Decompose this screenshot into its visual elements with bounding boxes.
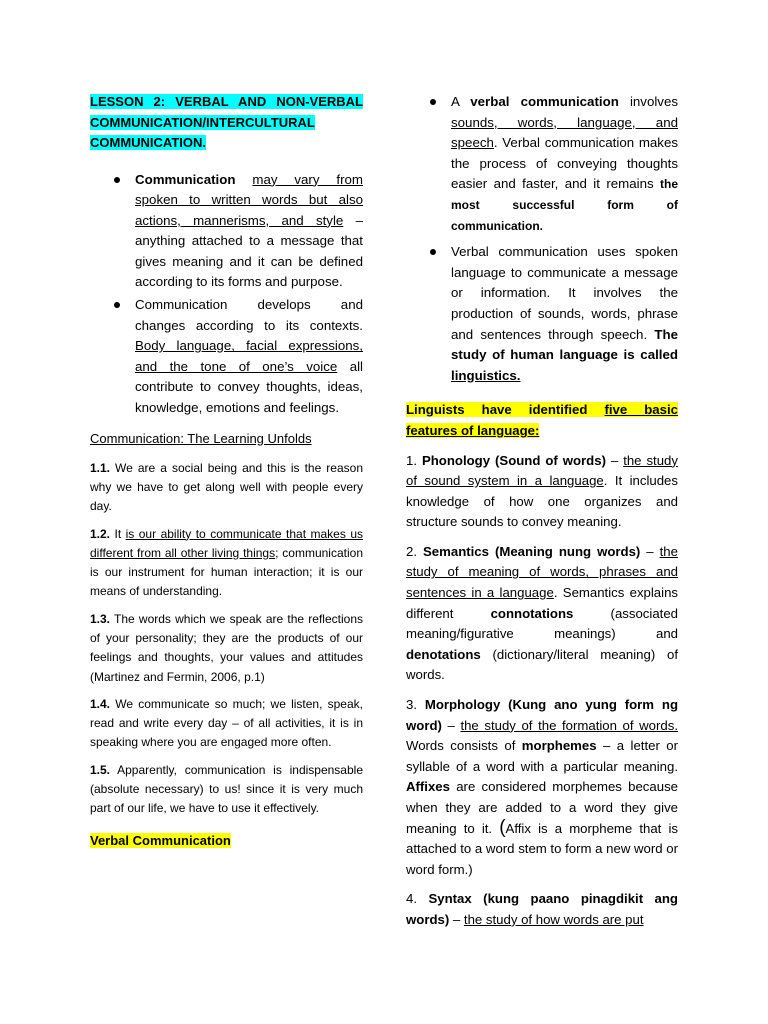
feature-bold: Affixes (406, 779, 450, 795)
paragraph-number: 1.1. (90, 460, 111, 475)
bullet-underlined: sounds, words, language, and speech (451, 114, 678, 151)
heading-underlined: five basic features of language: (406, 402, 678, 438)
feature-number: 4. (406, 891, 429, 907)
feature-bold: denotations (406, 646, 481, 662)
feature-phonology (406, 451, 678, 533)
feature-dash: – (640, 543, 660, 559)
bullet-underlined: may vary from spoken to written words but also actions, mannerisms, and style (135, 171, 363, 228)
bullet-verbal-definition (406, 92, 678, 236)
bullet-text: – anything attached to a message that gives meaning and it can be defined according to its forms and purpose. (135, 212, 363, 290)
feature-text: . Semantics explains different (406, 585, 678, 621)
bullet-communication-contexts (90, 295, 363, 419)
feature-underlined: the study of the formation of words. (460, 717, 678, 733)
feature-term: Morphology (Kung ano yung form ng word) (406, 697, 678, 733)
bullet-text: all contribute to convey thoughts, ideas, knowledge, emotions and feelings. (135, 358, 363, 416)
paragraph-1-4 (90, 695, 363, 753)
heading-text: Verbal Communication (90, 832, 231, 848)
bullet-dot-icon (430, 249, 436, 255)
feature-term: Semantics (Meaning nung words) (423, 543, 641, 559)
feature-underlined: the study of sound system in a language (406, 452, 678, 489)
bullet-bold-underlined: linguistics. (451, 367, 521, 383)
feature-text: – a letter or syllable of a word with a particular meaning. (406, 738, 678, 774)
learning-unfolds-heading (90, 429, 363, 449)
bullet-term: Communication (135, 171, 236, 187)
paragraph-number: 1.2. (90, 526, 111, 541)
paragraph-number: 1.3. (90, 611, 111, 626)
bullet-communication-definition (90, 170, 363, 294)
feature-text: . It includes knowledge of how one organizes and structure sounds to convey meaning. (406, 473, 678, 530)
feature-term: Phonology (Sound of words) (421, 452, 606, 468)
feature-underlined: the study of meaning of words, phrases and sentences in a language (406, 543, 678, 601)
bullet-text: . Verbal communication makes the process of conveying thoughts easier and faster, and it remains (451, 135, 678, 192)
bullet-verbal-spoken (406, 242, 678, 386)
feature-number: 3. (406, 697, 425, 713)
five-features-heading (406, 400, 678, 441)
lesson-title (90, 92, 363, 154)
bullet-text: involves (618, 94, 678, 109)
feature-bold: connotations (490, 605, 574, 621)
bullet-dot-icon (430, 99, 436, 105)
feature-syntax (406, 889, 678, 930)
paragraph-number: 1.5. (90, 762, 111, 777)
feature-dash: – (605, 452, 624, 468)
feature-text: Words consists of (406, 738, 522, 754)
heading-text-part: Linguists have identified (406, 402, 605, 418)
feature-paren: ( (499, 816, 506, 838)
feature-dash: – (441, 717, 461, 733)
bullet-dot-icon (114, 302, 120, 308)
paragraph-underlined: is our ability to communicate that makes us different from all other living things (90, 526, 363, 560)
feature-number: 1. (406, 452, 422, 468)
feature-text: (dictionary/literal meaning) of words. (406, 646, 678, 683)
paragraph-1-5 (90, 761, 363, 819)
bullet-text: A (451, 94, 471, 109)
feature-underlined: the study of how words are put (463, 911, 644, 927)
right-bullet-list (406, 92, 678, 386)
bullet-underlined: Body language, facial expressions, and the tone of one’s voice (135, 338, 363, 374)
feature-bold: morphemes (521, 738, 597, 754)
feature-term: Syntax (kung paano pinagdikit ang words) (406, 891, 678, 927)
bullet-term: verbal communication (470, 94, 619, 109)
left-column (90, 92, 363, 861)
bullet-bold: The study of human language is called (451, 326, 678, 363)
paragraph-1-1 (90, 459, 363, 517)
bullet-text: Communication develops and changes according to its contexts. (135, 297, 363, 333)
heading-text (406, 402, 678, 438)
feature-morphology (406, 695, 678, 880)
paragraph-text: Apparently, communication is indispensable (absolute necessary) to us! since it is very much part of our life, we have to use it effectively. (90, 762, 363, 816)
feature-text: (associated meaning/figurative meanings) and (406, 605, 679, 642)
feature-dash: – (449, 911, 464, 927)
feature-text: are considered morphemes because when they are added to a word they give meaning to it. (406, 779, 678, 836)
verbal-communication-heading (90, 831, 363, 851)
right-column (406, 92, 678, 940)
paragraph-text: ; communication is our instrument for human interaction; it is our means of understanding. (90, 545, 363, 599)
paragraph-text: The words which we speak are the reflections of your personality; they are the products of our feelings and thoughts, your values and attitudes (Martinez and Fermin, 2006, p.1) (90, 611, 363, 684)
heading-text: Communication: The Learning Unfolds (90, 430, 312, 446)
lesson-title-text: LESSON 2: VERBAL AND NON-VERBAL COMMUNICATION/INTERCULTURAL COMMUNICATION. (90, 94, 363, 150)
feature-number: 2. (406, 543, 423, 559)
bullet-bold: the most successful form of communication. (451, 177, 678, 233)
paragraph-text: We communicate so much; we listen, speak, read and write every day – of all activities, it is in speaking where you are engaged more often. (90, 696, 363, 750)
bullet-text: Verbal communication uses spoken language to communicate a message or information. It involves the production of sounds, words, phrase and sentences through speech. (451, 244, 678, 342)
left-bullet-list (90, 170, 363, 419)
feature-semantics (406, 542, 678, 686)
paragraph-number: 1.4. (90, 696, 111, 711)
paragraph-1-3 (90, 610, 363, 687)
feature-text: Affix is a morpheme that is attached to a word stem to form a new word or word form.) (406, 820, 678, 877)
paragraph-text: We are a social being and this is the reason why we have to get along well with people every day. (90, 460, 363, 514)
paragraph-text: It (110, 526, 126, 541)
bullet-dot-icon (114, 177, 120, 183)
paragraph-1-2 (90, 525, 363, 602)
